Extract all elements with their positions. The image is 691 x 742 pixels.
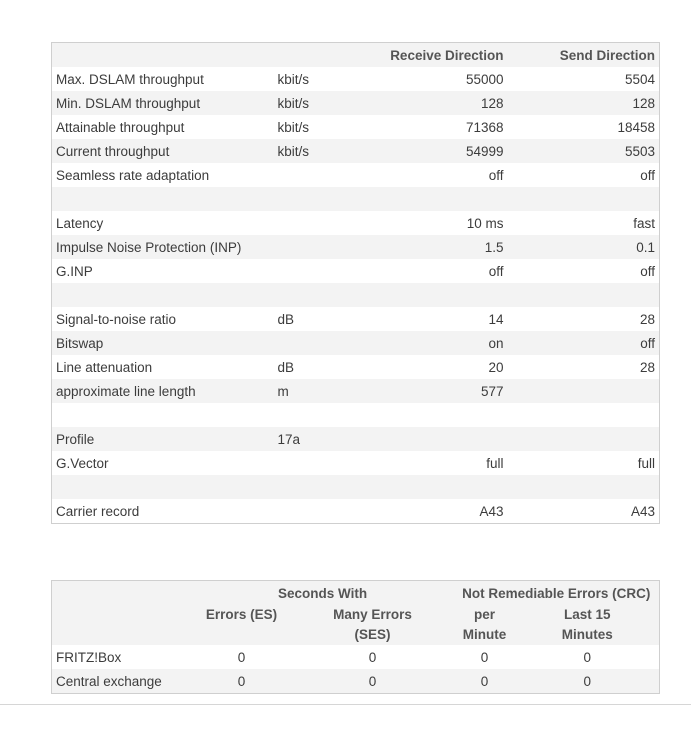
error-group-header-row — [52, 581, 660, 606]
row-unit: kbit/s — [274, 139, 386, 163]
es-value: 0 — [192, 669, 292, 694]
row-label: Min. DSLAM throughput — [52, 91, 274, 115]
row-unit: dB — [274, 307, 386, 331]
receive-value: 10 ms — [386, 211, 508, 235]
row-label: Line attenuation — [52, 355, 274, 379]
row-label — [52, 283, 274, 307]
send-value: 5504 — [508, 67, 660, 91]
seconds-with-group-header: Seconds With — [192, 581, 454, 606]
send-value: 128 — [508, 91, 660, 115]
last-15-minutes-value: 0 — [516, 645, 660, 669]
dsl-row — [52, 259, 660, 283]
send-value — [508, 283, 660, 307]
row-label: Latency — [52, 211, 274, 235]
header-label-spacer — [52, 43, 274, 68]
dsl-row — [52, 355, 660, 379]
per-minute-header: per Minute — [454, 605, 516, 645]
receive-value: 71368 — [386, 115, 508, 139]
receive-value: 128 — [386, 91, 508, 115]
dsl-row — [52, 187, 660, 211]
receive-value: off — [386, 163, 508, 187]
send-value: 28 — [508, 355, 660, 379]
receive-value — [386, 475, 508, 499]
receive-value: 1.5 — [386, 235, 508, 259]
row-label: Impulse Noise Protection (INP) — [52, 235, 274, 259]
row-label: Current throughput — [52, 139, 274, 163]
row-unit — [274, 403, 386, 427]
error-label-spacer-2 — [52, 605, 192, 645]
dsl-row — [52, 139, 660, 163]
row-label: approximate line length — [52, 379, 274, 403]
send-value: full — [508, 451, 660, 475]
row-unit — [274, 235, 386, 259]
row-label: Attainable throughput — [52, 115, 274, 139]
receive-value: 14 — [386, 307, 508, 331]
last-15-minutes-header: Last 15 Minutes — [516, 605, 660, 645]
send-value: 28 — [508, 307, 660, 331]
error-row — [52, 669, 660, 694]
row-label: Bitswap — [52, 331, 274, 355]
per-minute-value: 0 — [454, 645, 516, 669]
dsl-row — [52, 211, 660, 235]
row-label: G.INP — [52, 259, 274, 283]
row-unit: kbit/s — [274, 91, 386, 115]
error-statistics-table — [51, 580, 660, 694]
last-15-minutes-value: 0 — [516, 669, 660, 694]
errors-es-header: Errors (ES) — [192, 605, 292, 645]
receive-value: A43 — [386, 499, 508, 524]
error-row-label: FRITZ!Box — [52, 645, 192, 669]
per-minute-value: 0 — [454, 669, 516, 694]
receive-direction-header: Receive Direction — [386, 43, 508, 68]
row-label: Carrier record — [52, 499, 274, 524]
row-label — [52, 475, 274, 499]
dsl-row — [52, 427, 660, 451]
receive-value: 20 — [386, 355, 508, 379]
send-direction-header: Send Direction — [508, 43, 660, 68]
row-unit — [274, 451, 386, 475]
dsl-row — [52, 331, 660, 355]
receive-value: 55000 — [386, 67, 508, 91]
send-value — [508, 187, 660, 211]
receive-value — [386, 403, 508, 427]
receive-value: off — [386, 259, 508, 283]
dsl-row — [52, 235, 660, 259]
dsl-row — [52, 91, 660, 115]
error-label-spacer — [52, 581, 192, 606]
row-unit — [274, 211, 386, 235]
row-unit: dB — [274, 355, 386, 379]
receive-value — [386, 427, 508, 451]
row-label: Signal-to-noise ratio — [52, 307, 274, 331]
dsl-row — [52, 451, 660, 475]
send-value: 18458 — [508, 115, 660, 139]
receive-value: full — [386, 451, 508, 475]
receive-value — [386, 187, 508, 211]
many-errors-ses-header: Many Errors (SES) — [292, 605, 454, 645]
header-unit-spacer — [274, 43, 386, 68]
row-unit — [274, 475, 386, 499]
dsl-row — [52, 163, 660, 187]
ses-value: 0 — [292, 669, 454, 694]
receive-value: 54999 — [386, 139, 508, 163]
send-value: 5503 — [508, 139, 660, 163]
send-value — [508, 403, 660, 427]
send-value — [508, 379, 660, 403]
dsl-row — [52, 379, 660, 403]
row-label: G.Vector — [52, 451, 274, 475]
row-unit: m — [274, 379, 386, 403]
row-label: Max. DSLAM throughput — [52, 67, 274, 91]
dsl-info-table — [51, 42, 660, 524]
row-unit — [274, 499, 386, 524]
dsl-row — [52, 403, 660, 427]
send-value — [508, 475, 660, 499]
receive-value: on — [386, 331, 508, 355]
dsl-row — [52, 115, 660, 139]
row-label — [52, 187, 274, 211]
dsl-row — [52, 499, 660, 524]
dsl-row — [52, 307, 660, 331]
send-value: 0.1 — [508, 235, 660, 259]
dsl-header-row — [52, 43, 660, 68]
row-label — [52, 403, 274, 427]
dsl-row — [52, 475, 660, 499]
row-unit — [274, 283, 386, 307]
send-value: fast — [508, 211, 660, 235]
error-column-header-row — [52, 605, 660, 645]
error-row — [52, 645, 660, 669]
send-value: off — [508, 163, 660, 187]
row-unit — [274, 331, 386, 355]
bottom-divider — [0, 704, 691, 705]
send-value: off — [508, 259, 660, 283]
row-unit: kbit/s — [274, 115, 386, 139]
es-value: 0 — [192, 645, 292, 669]
row-unit — [274, 187, 386, 211]
row-label: Seamless rate adaptation — [52, 163, 274, 187]
receive-value: 577 — [386, 379, 508, 403]
row-unit — [274, 163, 386, 187]
dsl-row — [52, 283, 660, 307]
row-unit: kbit/s — [274, 67, 386, 91]
send-value — [508, 427, 660, 451]
error-row-label: Central exchange — [52, 669, 192, 694]
ses-value: 0 — [292, 645, 454, 669]
receive-value — [386, 283, 508, 307]
send-value: A43 — [508, 499, 660, 524]
row-unit — [274, 259, 386, 283]
crc-group-header: Not Remediable Errors (CRC) — [454, 581, 660, 606]
dsl-row — [52, 67, 660, 91]
row-label: Profile — [52, 427, 274, 451]
row-unit: 17a — [274, 427, 386, 451]
send-value: off — [508, 331, 660, 355]
